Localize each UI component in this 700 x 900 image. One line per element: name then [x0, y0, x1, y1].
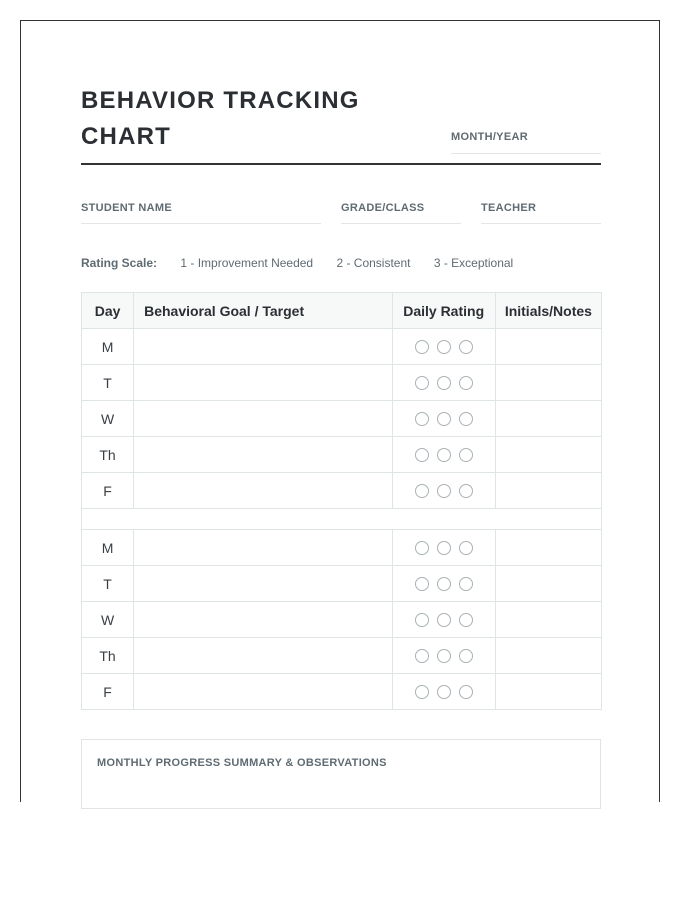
week-spacer-row: [82, 509, 602, 530]
rating-circle-icon[interactable]: [437, 376, 451, 390]
table-row: [82, 674, 602, 710]
rating-circle-icon[interactable]: [415, 577, 429, 591]
header-day: Day: [82, 293, 134, 329]
rating-options: [393, 412, 495, 426]
notes-cell[interactable]: [495, 638, 601, 674]
notes-cell[interactable]: [495, 473, 601, 509]
title-line-1: BEHAVIOR TRACKING: [81, 87, 360, 114]
day-cell: W: [82, 401, 134, 437]
table-row: [82, 530, 602, 566]
table-row: [82, 329, 602, 365]
rating-circle-icon[interactable]: [437, 577, 451, 591]
rating-circle-icon[interactable]: [459, 412, 473, 426]
goal-cell[interactable]: [134, 674, 392, 710]
day-cell: T: [82, 365, 134, 401]
rating-cell: [392, 674, 495, 710]
table-body: [82, 329, 602, 710]
rating-circle-icon[interactable]: [437, 649, 451, 663]
rating-scale-label: Rating Scale:: [81, 256, 158, 270]
student-name-label: STUDENT NAME: [81, 202, 172, 214]
rating-circle-icon[interactable]: [459, 685, 473, 699]
rating-circle-icon[interactable]: [415, 376, 429, 390]
rating-circle-icon[interactable]: [459, 541, 473, 555]
rating-circle-icon[interactable]: [415, 484, 429, 498]
header-rating: Daily Rating: [392, 293, 495, 329]
goal-cell[interactable]: [134, 473, 392, 509]
table-header-row: [82, 293, 602, 329]
rating-scale-item-2: 2 - Consistent: [336, 256, 411, 270]
notes-cell[interactable]: [495, 674, 601, 710]
rating-circle-icon[interactable]: [459, 376, 473, 390]
goal-cell[interactable]: [134, 329, 392, 365]
day-cell: Th: [82, 638, 134, 674]
rating-cell: [392, 473, 495, 509]
title-divider: [81, 163, 601, 165]
rating-cell: [392, 365, 495, 401]
notes-cell[interactable]: [495, 329, 601, 365]
table-row: [82, 638, 602, 674]
rating-circle-icon[interactable]: [437, 613, 451, 627]
rating-circle-icon[interactable]: [415, 448, 429, 462]
goal-cell[interactable]: [134, 437, 392, 473]
rating-scale: [81, 256, 533, 270]
grade-class-label: GRADE/CLASS: [341, 202, 425, 214]
rating-circle-icon[interactable]: [437, 541, 451, 555]
rating-circle-icon[interactable]: [459, 448, 473, 462]
summary-box[interactable]: [81, 739, 601, 809]
day-cell: T: [82, 566, 134, 602]
rating-options: [393, 376, 495, 390]
rating-circle-icon[interactable]: [415, 412, 429, 426]
notes-cell[interactable]: [495, 365, 601, 401]
rating-cell: [392, 329, 495, 365]
rating-options: [393, 484, 495, 498]
rating-circle-icon[interactable]: [437, 685, 451, 699]
rating-circle-icon[interactable]: [459, 484, 473, 498]
week-spacer-cell: [82, 509, 602, 530]
rating-circle-icon[interactable]: [437, 448, 451, 462]
day-cell: W: [82, 602, 134, 638]
day-cell: F: [82, 674, 134, 710]
notes-cell[interactable]: [495, 602, 601, 638]
day-cell: F: [82, 473, 134, 509]
rating-circle-icon[interactable]: [415, 541, 429, 555]
rating-cell: [392, 638, 495, 674]
table-row: [82, 566, 602, 602]
rating-circle-icon[interactable]: [437, 484, 451, 498]
rating-cell: [392, 530, 495, 566]
header-goal: Behavioral Goal / Target: [134, 293, 392, 329]
tracking-table: [81, 292, 602, 710]
student-name-field[interactable]: [81, 202, 321, 224]
rating-circle-icon[interactable]: [415, 340, 429, 354]
table-row: [82, 437, 602, 473]
goal-cell[interactable]: [134, 602, 392, 638]
rating-options: [393, 649, 495, 663]
rating-circle-icon[interactable]: [415, 685, 429, 699]
table-row: [82, 473, 602, 509]
day-cell: Th: [82, 437, 134, 473]
notes-cell[interactable]: [495, 530, 601, 566]
rating-options: [393, 541, 495, 555]
rating-options: [393, 448, 495, 462]
rating-cell: [392, 602, 495, 638]
rating-options: [393, 613, 495, 627]
rating-cell: [392, 401, 495, 437]
rating-scale-item-1: 1 - Improvement Needed: [180, 256, 314, 270]
rating-circle-icon[interactable]: [415, 613, 429, 627]
day-cell: M: [82, 329, 134, 365]
goal-cell[interactable]: [134, 401, 392, 437]
month-year-field[interactable]: [451, 131, 601, 154]
worksheet-page: [20, 20, 660, 802]
rating-options: [393, 685, 495, 699]
rating-circle-icon[interactable]: [437, 412, 451, 426]
rating-scale-item-3: 3 - Exceptional: [433, 256, 514, 270]
rating-options: [393, 577, 495, 591]
page-title: [81, 83, 401, 155]
rating-circle-icon[interactable]: [415, 649, 429, 663]
day-cell: M: [82, 530, 134, 566]
goal-cell[interactable]: [134, 365, 392, 401]
rating-circle-icon[interactable]: [459, 649, 473, 663]
goal-cell[interactable]: [134, 530, 392, 566]
grade-class-field[interactable]: [341, 202, 461, 224]
table-row: [82, 602, 602, 638]
rating-cell: [392, 566, 495, 602]
notes-cell[interactable]: [495, 437, 601, 473]
teacher-field[interactable]: [481, 202, 601, 224]
rating-options: [393, 340, 495, 354]
rating-circle-icon[interactable]: [459, 577, 473, 591]
notes-cell[interactable]: [495, 401, 601, 437]
table-row: [82, 365, 602, 401]
notes-cell[interactable]: [495, 566, 601, 602]
rating-cell: [392, 437, 495, 473]
rating-circle-icon[interactable]: [459, 340, 473, 354]
rating-circle-icon[interactable]: [437, 340, 451, 354]
month-year-label: MONTH/YEAR: [451, 131, 528, 143]
goal-cell[interactable]: [134, 566, 392, 602]
teacher-label: TEACHER: [481, 202, 537, 214]
table-row: [82, 401, 602, 437]
header-notes: Initials/Notes: [495, 293, 601, 329]
rating-circle-icon[interactable]: [459, 613, 473, 627]
summary-title: MONTHLY PROGRESS SUMMARY & OBSERVATIONS: [97, 757, 387, 769]
goal-cell[interactable]: [134, 638, 392, 674]
title-line-2: CHART: [81, 123, 171, 150]
